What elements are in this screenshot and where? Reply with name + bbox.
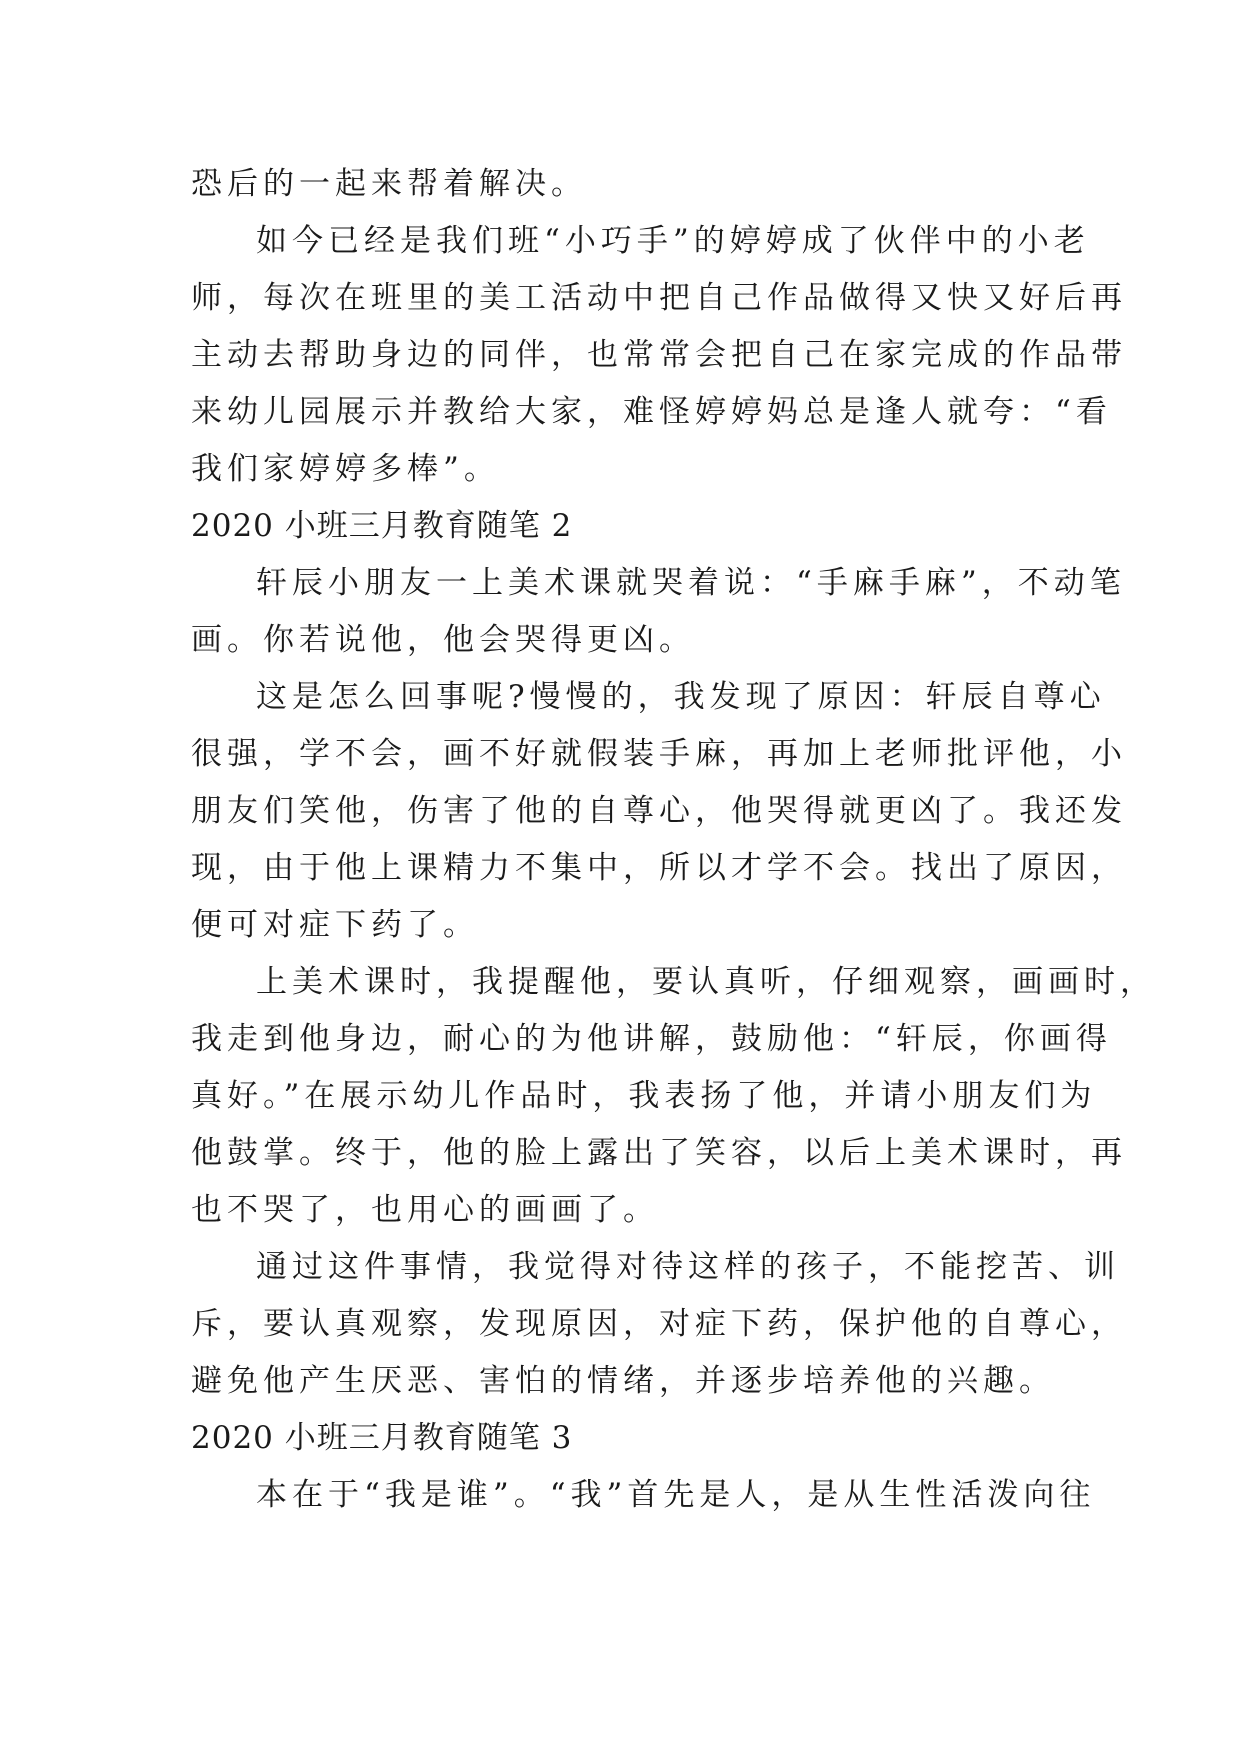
paragraph-line: 斥，要认真观察，发现原因，对症下药，保护他的自尊心， xyxy=(191,1306,1127,1342)
paragraph-line: 他鼓掌。终于，他的脸上露出了笑容，以后上美术课时，再 xyxy=(191,1135,1127,1171)
paragraph-line: 师，每次在班里的美工活动中把自己作品做得又快又好后再 xyxy=(191,280,1127,316)
paragraph-first-line: 本在于“我是谁”。“我”首先是人，是从生性活泼向往 xyxy=(256,1477,1096,1513)
paragraph-line: 画。你若说他，他会哭得更凶。 xyxy=(191,622,695,658)
paragraph-line: 避免他产生厌恶、害怕的情绪，并逐步培养他的兴趣。 xyxy=(191,1363,1055,1399)
section-heading: 2020 小班三月教育随笔 3 xyxy=(191,1420,573,1456)
paragraph-line: 也不哭了，也用心的画画了。 xyxy=(191,1192,659,1228)
paragraph-line: 现，由于他上课精力不集中，所以才学不会。找出了原因， xyxy=(191,850,1127,886)
paragraph-line: 主动去帮助身边的同伴，也常常会把自己在家完成的作品带 xyxy=(191,337,1127,373)
paragraph-line: 我们家婷婷多棒”。 xyxy=(191,451,500,487)
paragraph-line: 我走到他身边，耐心的为他讲解，鼓励他：“轩辰，你画得 xyxy=(191,1021,1112,1057)
paragraph-first-line: 通过这件事情，我觉得对待这样的孩子，不能挖苦、训 xyxy=(256,1249,1120,1285)
paragraph-line: 真好。”在展示幼儿作品时，我表扬了他，并请小朋友们为 xyxy=(191,1078,1097,1114)
paragraph-line: 很强，学不会，画不好就假装手麻，再加上老师批评他，小 xyxy=(191,736,1127,772)
paragraph-line: 来幼儿园展示并教给大家，难怪婷婷妈总是逢人就夸：“看 xyxy=(191,394,1112,430)
paragraph-line: 便可对症下药了。 xyxy=(191,907,479,943)
paragraph-first-line: 上美术课时，我提醒他，要认真听，仔细观察，画画时， xyxy=(256,964,1156,1000)
paragraph-first-line: 轩辰小朋友一上美术课就哭着说：“手麻手麻”，不动笔 xyxy=(256,565,1126,601)
paragraph-line: 朋友们笑他，伤害了他的自尊心，他哭得就更凶了。我还发 xyxy=(191,793,1127,829)
paragraph-first-line: 如今已经是我们班“小巧手”的婷婷成了伙伴中的小老 xyxy=(256,223,1090,259)
section-heading: 2020 小班三月教育随笔 2 xyxy=(191,508,573,544)
paragraph-continuation-line: 恐后的一起来帮着解决。 xyxy=(191,166,587,202)
paragraph-first-line: 这是怎么回事呢?慢慢的，我发现了原因：轩辰自尊心 xyxy=(256,679,1106,715)
